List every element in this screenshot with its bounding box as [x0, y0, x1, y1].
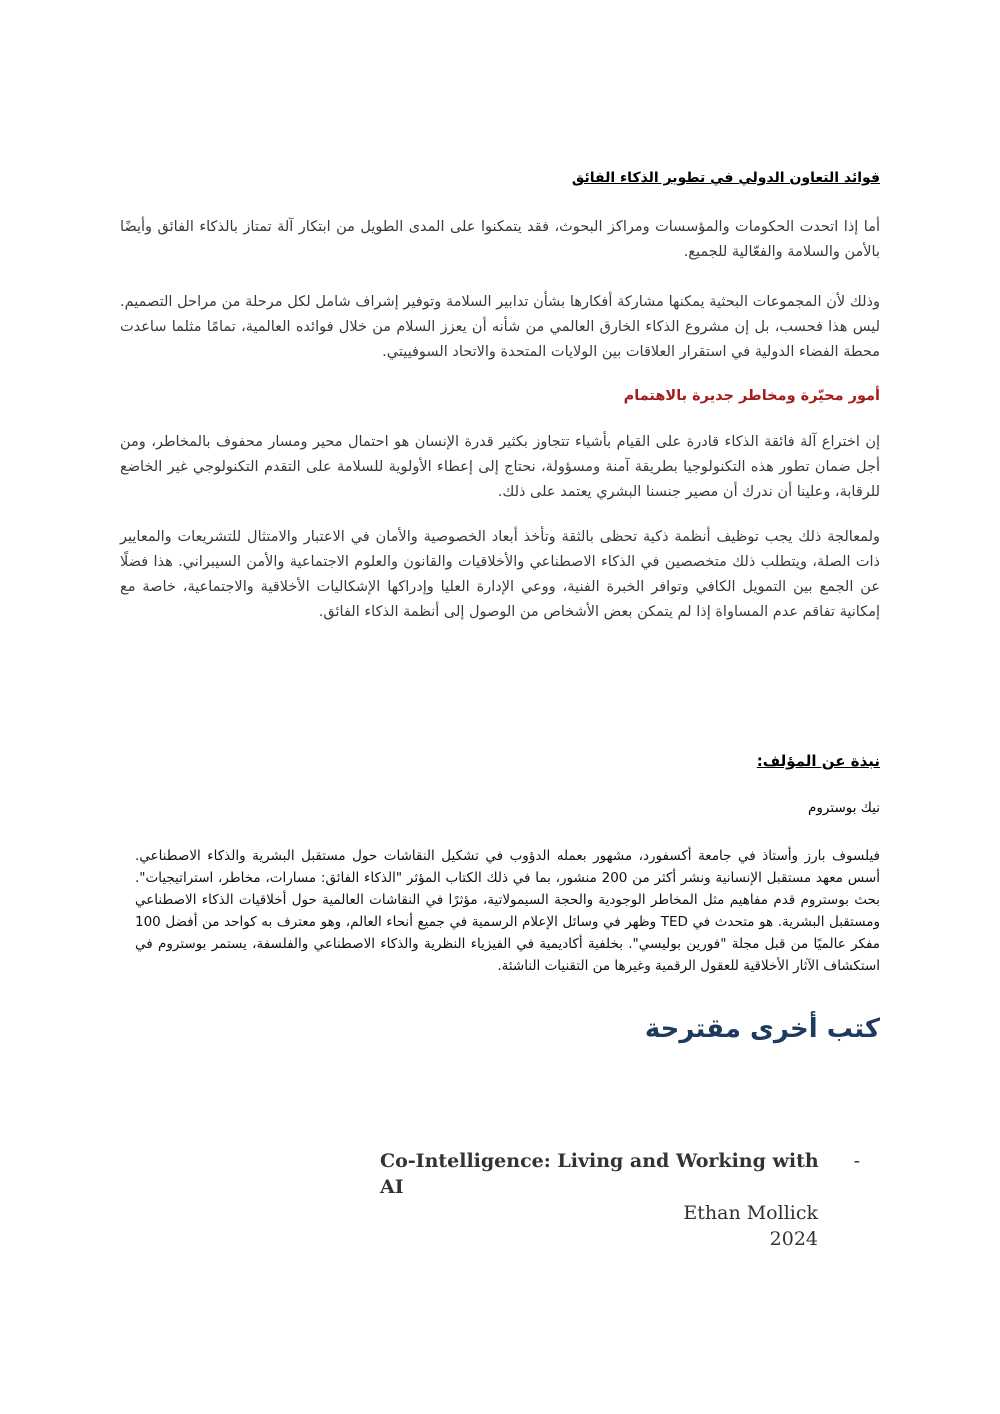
paragraph-cooperation: أما إذا اتحدت الحكومات والمؤسسات ومراكز البحوث، فقد يتمكنوا على المدى الطويل من ابتكار آلة تمتاز بالذكاء الفائق وأيضًا بالأمن والسلامة والفعّالية للجميع.: [120, 219, 880, 260]
book-author: Ethan Mollick: [683, 1202, 818, 1224]
book-title: Co-Intelligence: Living and Working with AI: [380, 1150, 819, 1198]
suggested-books-heading: كتب أخرى مقترحة: [644, 1014, 880, 1044]
book-year: 2024: [769, 1228, 818, 1250]
suggested-book-item: [380, 1148, 860, 1252]
paragraph-superintelligent-machine: إن اختراع آلة فائقة الذكاء قادرة على القيام بأشياء تتجاوز بكثير قدرة الإنسان هو احتمال محير ومسار محفوف بالمخاطر، ومن أجل ضمان تطور هذه التكنولوجيا بطريقة آمنة ومسؤولة، نحتاج إلى إعطاء الأولوية للسلامة على التقدم التكنولوجي غير الخاضع للرقابة، وعلينا أن ندرك أن مصير جنسنا البشري يعتمد على ذلك.: [120, 434, 880, 500]
paragraph-trusted-systems: ولمعالجة ذلك يجب توظيف أنظمة ذكية تحظى بالثقة وتأخذ أبعاد الخصوصية والأمان في الاعتبار والامتثال للتشريعات والمعايير ذات الصلة، ويتطلب ذلك متخصصين في الذكاء الاصطناعي والأخلاقيات والقانون والعلوم الاجتماعية والأمن السيبراني. هذا فضلًا عن الجمع بين التمويل الكافي وتوافر الخبرة الفنية، ووعي الإدارة العليا وإدراكها الإشكاليات الأخلاقية والاجتماعية، خاصة مع إمكانية تفاقم عدم المساواة إذا لم يتمكن بعض الأشخاص من الوصول إلى أنظمة الذكاء الفائق.: [120, 529, 880, 620]
section-title-risks: أمور محيّرة ومخاطر جديرة بالاهتمام: [623, 388, 880, 404]
paragraph-research-groups: وذلك لأن المجموعات البحثية يمكنها مشاركة أفكارها بشأن تدابير السلامة وتوفير إشراف شامل لكل مرحلة من مراحل التصميم. ليس هذا فحسب، بل إن مشروع الذكاء الخارق العالمي من شأنه أن يعزز السلام من خلال فوائده العالمية، تمامًا مثلما ساعدت محطة الفضاء الدولية في استقرار العلاقات بين الولايات المتحدة والاتحاد السوفييتي.: [120, 294, 880, 360]
author-heading: نبذة عن المؤلف:: [756, 752, 880, 770]
author-name: نيك بوستروم: [808, 800, 880, 816]
section-title-benefits: فوائد التعاون الدولي في تطوير الذكاء الفائق: [571, 170, 880, 186]
author-bio: فيلسوف بارز وأستاذ في جامعة أكسفورد، مشهور بعمله الدؤوب في تشكيل النقاشات حول مستقبل البشرية والذكاء الاصطناعي. أسس معهد مستقبل الإنسانية ونشر أكثر من 200 منشور، بما في ذلك الكتاب المؤثر "الذكاء الفائق: مسارات، مخاطر، استراتيجيات". بحث بوستروم قدم مفاهيم مثل المخاطر الوجودية والحجة السيمولاتية، مؤثرًا في النقاشات العالمية حول أخلاقيات الذكاء الاصطناعي ومستقبل البشرية. هو متحدث في TED وظهر في وسائل الإعلام الرسمية في جميع أنحاء العالم، وهو معترف به كواحد من أفضل 100 مفكر عالميًا من قبل مجلة "فورين بوليسي". بخلفية أكاديمية في الفيزياء النظرية والذكاء الاصطناعي والفلسفة، يستمر بوستروم في استكشاف الآثار الأخلاقية للعقول الرقمية وغيرها من التقنيات الناشئة.: [135, 848, 880, 974]
list-bullet: -: [853, 1150, 860, 1172]
